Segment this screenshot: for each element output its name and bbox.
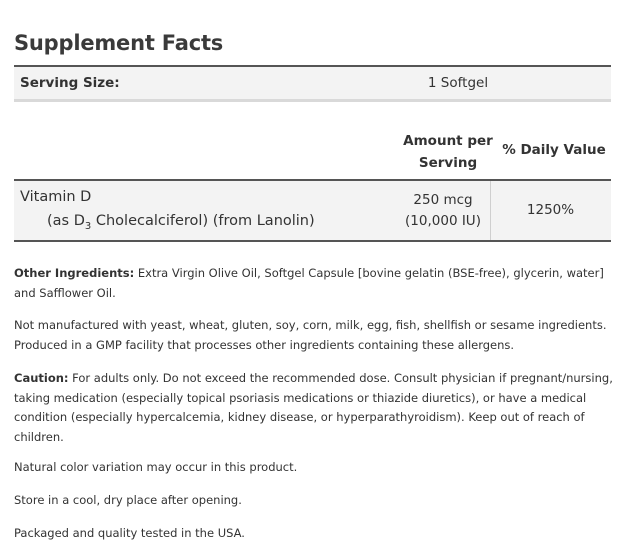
nutrient-row-vitamin-d <box>14 181 611 242</box>
nutrient-source-suffix: Cholecalciferol) (from Lanolin) <box>91 213 315 229</box>
nutrient-amount-mcg: 250 mcg <box>413 192 473 208</box>
daily-value-header: % Daily Value <box>502 142 606 158</box>
page-title: Supplement Facts <box>14 31 224 55</box>
serving-size-value: 1 Softgel <box>427 75 489 91</box>
caution-label: Caution: <box>14 371 69 385</box>
origin-note: Packaged and quality tested in the USA. <box>14 526 245 540</box>
nutrient-name: Vitamin D <box>20 189 92 205</box>
caution-statement <box>14 369 614 447</box>
storage-note: Store in a cool, dry place after opening. <box>14 493 242 507</box>
nutrient-amount-iu: (10,000 IU) <box>405 213 481 229</box>
nutrient-source <box>47 213 315 232</box>
facts-table-header <box>14 120 611 181</box>
allergen-statement: Not manufactured with yeast, wheat, gluten, soy, corn, milk, egg, fish, shellfish or sesame ingredients. Produced in a GMP facility that processes other ingredients containing these allergens. <box>14 318 607 352</box>
nutrient-daily-value: 1250% <box>526 202 575 218</box>
nutrient-source-prefix: (as D <box>47 213 85 229</box>
color-variation-note: Natural color variation may occur in this product. <box>14 460 298 474</box>
other-ingredients-text: Extra Virgin Olive Oil, Softgel Capsule [bovine gelatin (BSE-free), glycerin, water] and Safflower Oil. <box>14 266 604 300</box>
amount-header-line2: Serving <box>418 155 478 171</box>
serving-size-row <box>14 65 611 102</box>
nutrient-source-subscript: 3 <box>84 220 92 232</box>
other-ingredients-label: Other Ingredients: <box>14 266 135 280</box>
nutrient-amount <box>383 190 503 232</box>
amount-header-line1: Amount per <box>403 133 493 149</box>
other-ingredients <box>14 264 614 303</box>
serving-size-label: Serving Size: <box>20 75 120 91</box>
caution-text: For adults only. Do not exceed the recommended dose. Consult physician if pregnant/nursing, taking medication (especially topical psoriasis medications or thiazide diuretics), or have a medical condition (especially hypercalcemia, kidney disease, or hyperparathyroidism). Keep out of reach of children. <box>14 371 613 444</box>
